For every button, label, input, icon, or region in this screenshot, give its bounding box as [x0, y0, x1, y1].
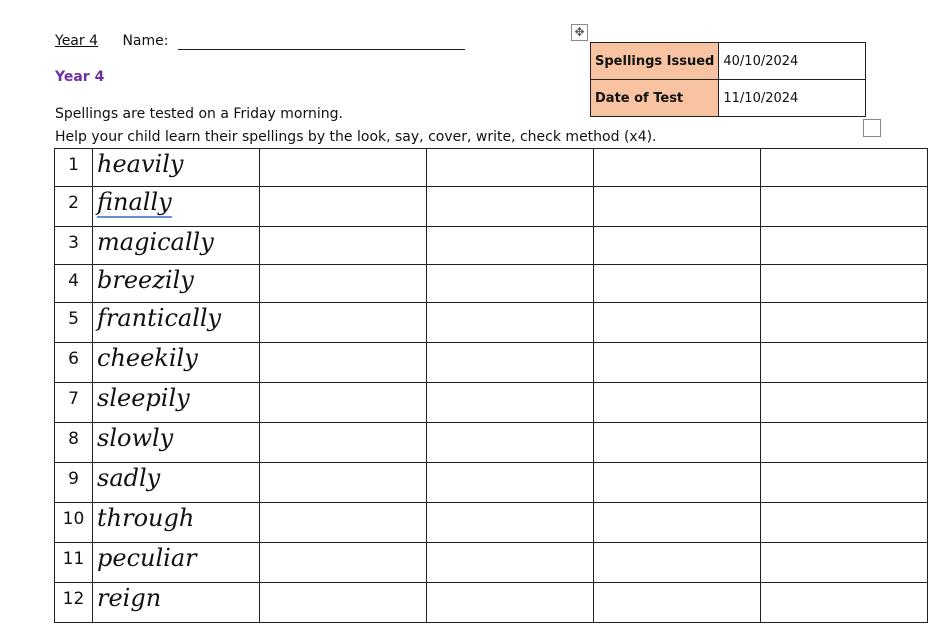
practice-cell[interactable]: [427, 543, 594, 583]
practice-cell[interactable]: [761, 583, 928, 623]
table-row: [55, 543, 928, 583]
table-row: [55, 503, 928, 543]
spelling-word-text: heavily: [97, 150, 184, 178]
issued-value[interactable]: 40/10/2024: [719, 43, 866, 80]
practice-cell[interactable]: [761, 383, 928, 423]
table-row: [55, 265, 928, 303]
spelling-word: [93, 543, 260, 583]
practice-cell[interactable]: [761, 303, 928, 343]
practice-cell[interactable]: [260, 423, 427, 463]
name-line[interactable]: [178, 49, 465, 50]
dates-table: [590, 42, 866, 117]
practice-cell[interactable]: [260, 343, 427, 383]
practice-cell[interactable]: [594, 423, 761, 463]
row-number: 1: [55, 149, 93, 187]
practice-cell[interactable]: [761, 343, 928, 383]
practice-cell[interactable]: [761, 423, 928, 463]
practice-cell[interactable]: [594, 383, 761, 423]
spelling-word-text: sadly: [97, 464, 161, 492]
practice-cell[interactable]: [594, 149, 761, 187]
spelling-word: [93, 503, 260, 543]
spelling-word: [93, 463, 260, 503]
practice-cell[interactable]: [761, 463, 928, 503]
spelling-word-text: breezily: [97, 266, 194, 294]
practice-cell[interactable]: [427, 343, 594, 383]
row-number: 9: [55, 463, 93, 503]
table-row: [55, 463, 928, 503]
spelling-word: [93, 583, 260, 623]
spelling-word-text: peculiar: [97, 544, 197, 572]
practice-cell[interactable]: [260, 383, 427, 423]
practice-cell[interactable]: [761, 543, 928, 583]
spellings-table: [54, 148, 928, 623]
practice-cell[interactable]: [761, 187, 928, 227]
practice-cell[interactable]: [260, 187, 427, 227]
spelling-word: [93, 265, 260, 303]
practice-cell[interactable]: [427, 503, 594, 543]
row-number: 3: [55, 227, 93, 265]
practice-cell[interactable]: [761, 503, 928, 543]
practice-cell[interactable]: [594, 227, 761, 265]
row-number: 4: [55, 265, 93, 303]
table-row: [55, 187, 928, 227]
header-line: [55, 33, 168, 49]
spelling-word: [93, 149, 260, 187]
row-number: 10: [55, 503, 93, 543]
row-number: 5: [55, 303, 93, 343]
practice-cell[interactable]: [427, 383, 594, 423]
practice-cell[interactable]: [427, 303, 594, 343]
practice-cell[interactable]: [427, 187, 594, 227]
practice-cell[interactable]: [761, 227, 928, 265]
issued-label: Spellings Issued: [591, 43, 719, 80]
table-row: [55, 303, 928, 343]
row-number: 8: [55, 423, 93, 463]
practice-cell[interactable]: [260, 503, 427, 543]
table-row: [55, 383, 928, 423]
spelling-word: [93, 423, 260, 463]
instruction-line-2: Help your child learn their spellings by the look, say, cover, write, check method (x4).: [55, 129, 657, 145]
name-label: Name:: [122, 33, 169, 49]
practice-cell[interactable]: [427, 149, 594, 187]
practice-cell[interactable]: [594, 543, 761, 583]
year-label: Year 4: [55, 33, 98, 49]
table-row: [55, 227, 928, 265]
table-row: [55, 149, 928, 187]
practice-cell[interactable]: [761, 265, 928, 303]
spelling-word-text: through: [97, 504, 195, 532]
row-number: 2: [55, 187, 93, 227]
practice-cell[interactable]: [260, 149, 427, 187]
practice-cell[interactable]: [761, 149, 928, 187]
spelling-word-text: sleepily: [97, 384, 190, 412]
spelling-word-text: finally: [97, 188, 172, 216]
practice-cell[interactable]: [260, 543, 427, 583]
table-row: [55, 343, 928, 383]
issued-row: [591, 43, 866, 80]
year-heading: Year 4: [55, 69, 105, 85]
spelling-word: [93, 227, 260, 265]
practice-cell[interactable]: [594, 463, 761, 503]
spelling-word-text: magically: [97, 228, 214, 256]
spelling-word-text: cheekily: [97, 344, 198, 372]
spelling-word-text: slowly: [97, 424, 174, 452]
practice-cell[interactable]: [427, 423, 594, 463]
table-row: [55, 583, 928, 623]
test-label: Date of Test: [591, 80, 719, 117]
spelling-word: [93, 303, 260, 343]
spelling-word-text: frantically: [97, 304, 222, 332]
row-number: 6: [55, 343, 93, 383]
practice-cell[interactable]: [594, 503, 761, 543]
test-row: [591, 80, 866, 117]
practice-cell[interactable]: [260, 303, 427, 343]
move-icon[interactable]: ✥: [571, 24, 588, 41]
practice-cell[interactable]: [427, 227, 594, 265]
row-number: 7: [55, 383, 93, 423]
practice-cell[interactable]: [427, 265, 594, 303]
spelling-word-text: reign: [97, 584, 162, 612]
practice-cell[interactable]: [260, 265, 427, 303]
practice-cell[interactable]: [427, 583, 594, 623]
practice-cell[interactable]: [260, 463, 427, 503]
spelling-word: [93, 187, 260, 227]
practice-cell[interactable]: [594, 265, 761, 303]
practice-cell[interactable]: [260, 583, 427, 623]
row-number: 12: [55, 583, 93, 623]
practice-cell[interactable]: [260, 227, 427, 265]
practice-cell[interactable]: [594, 343, 761, 383]
practice-cell[interactable]: [594, 583, 761, 623]
table-row: [55, 423, 928, 463]
row-number: 11: [55, 543, 93, 583]
instruction-line-1: Spellings are tested on a Friday morning.: [55, 106, 343, 122]
resize-handle-icon[interactable]: [863, 119, 881, 137]
spelling-word: [93, 383, 260, 423]
practice-cell[interactable]: [427, 463, 594, 503]
spelling-word: [93, 343, 260, 383]
practice-cell[interactable]: [594, 303, 761, 343]
practice-cell[interactable]: [594, 187, 761, 227]
test-value[interactable]: 11/10/2024: [719, 80, 866, 117]
